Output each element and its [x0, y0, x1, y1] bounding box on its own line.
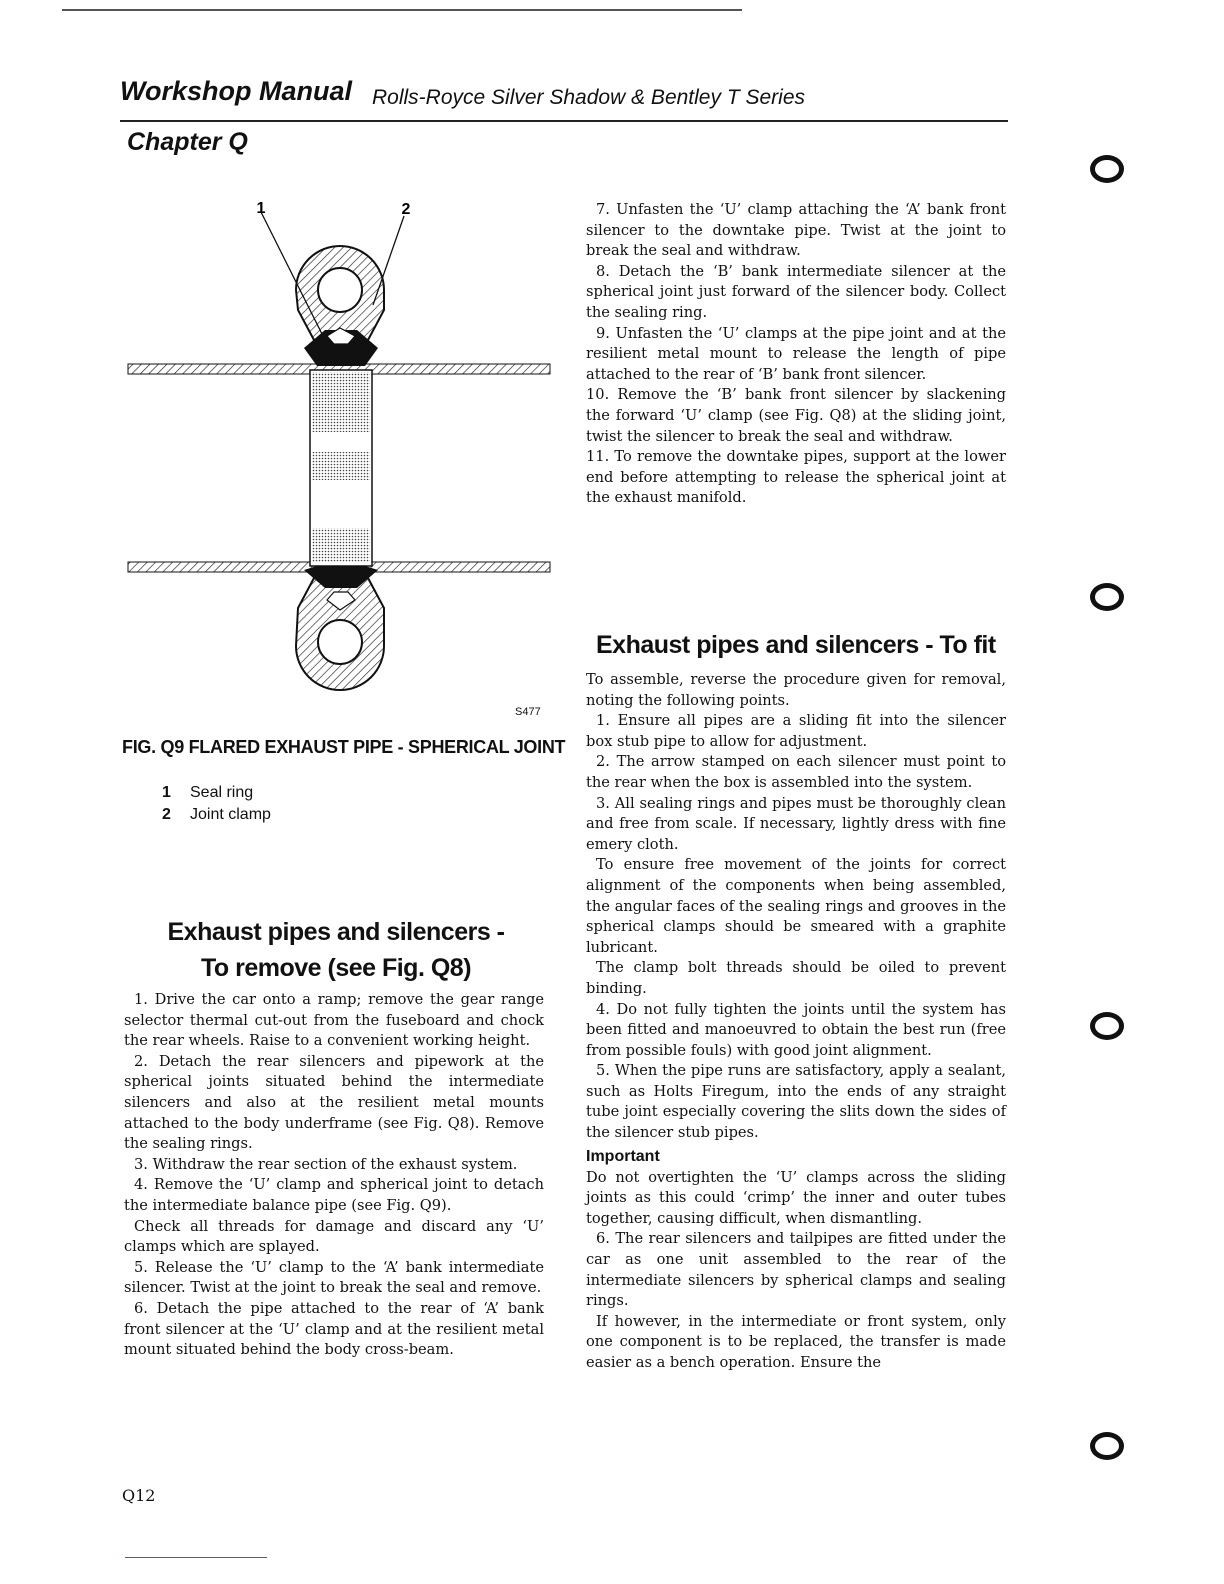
callout-2: 2 [401, 201, 411, 218]
step-paragraph: 10. Remove the ‘B’ bank front silencer by slackening the forward ‘U’ clamp (see Fig. Q8) at the sliding joint, twist the silencer to break the seal and withdraw. [586, 386, 1006, 445]
key-item [162, 804, 271, 826]
step-paragraph: 1. Ensure all pipes are a sliding fit into the silencer box stub pipe to allow for adjustment. [586, 712, 1006, 750]
step-paragraph: 8. Detach the ‘B’ bank intermediate silencer at the spherical joint just forward of the silencer body. Collect the sealing ring. [586, 262, 1006, 321]
step-paragraph: 5. When the pipe runs are satisfactory, apply a sealant, such as Holts Firegum, into the ends of any straight tube joint especially covering the slits down the sides of the silencer stub pipes. [586, 1062, 1006, 1142]
bottom-rule [125, 1557, 267, 1558]
fit-steps [586, 670, 1006, 1374]
step-paragraph: 4. Remove the ‘U’ clamp and spherical joint to detach the intermediate balance pipe (see Fig. Q9). [124, 1176, 544, 1214]
step-paragraph: 6. The rear silencers and tailpipes are fitted under the car as one unit assembled to the rear of the intermediate silencers by spherical clamps and sealing rings. [586, 1230, 1006, 1310]
figure-caption: FIG. Q9 FLARED EXHAUST PIPE - SPHERICAL JOINT [122, 737, 566, 757]
binder-hole-icon [1090, 1432, 1124, 1460]
spherical-joint-diagram [120, 190, 560, 720]
step-paragraph: Check all threads for damage and discard any ‘U’ clamps which are splayed. [124, 1217, 544, 1256]
heading-line: Exhaust pipes and silencers - [167, 918, 505, 946]
remove-steps-right [586, 200, 1006, 509]
step-paragraph: To assemble, reverse the procedure given for removal, noting the following points. [586, 671, 1006, 709]
key-label: Seal ring [190, 784, 254, 801]
step-paragraph: To ensure free movement of the joints for correct alignment of the components when being assembled, the angular faces of the sealing rings and grooves in the spherical clamps should be smeared with a graphite lubricant. [586, 856, 1006, 956]
step-paragraph: 1. Drive the car onto a ramp; remove the gear range selector thermal cut-out from the fuseboard and chock the rear wheels. Raise to a convenient working height. [124, 991, 544, 1050]
top-rule [62, 9, 742, 11]
step-paragraph: The clamp bolt threads should be oiled to prevent binding. [586, 959, 1006, 997]
chapter-title: Chapter Q [127, 128, 248, 156]
step-paragraph: 5. Release the ‘U’ clamp to the ‘A’ bank intermediate silencer. Twist at the joint to break the seal and remove. [124, 1258, 544, 1297]
important-label: Important [586, 1147, 660, 1165]
manual-title: Workshop Manual [120, 76, 353, 106]
callout-1: 1 [256, 200, 266, 217]
key-number: 2 [162, 806, 171, 823]
step-paragraph: 7. Unfasten the ‘U’ clamp attaching the ‘A’ bank front silencer to the downtake pipe. Twist at the joint to break the seal and withdraw. [586, 201, 1006, 260]
page-number: Q12 [122, 1486, 156, 1505]
heading-line: To remove (see Fig. Q8) [200, 954, 472, 982]
step-paragraph: 3. All sealing rings and pipes must be thoroughly clean and free from scale. If necessary, lightly dress with fine emery cloth. [586, 794, 1006, 853]
manual-subtitle: Rolls-Royce Silver Shadow & Bentley T Series [372, 86, 806, 109]
figure-code: S477 [515, 706, 541, 718]
step-paragraph: 2. Detach the rear silencers and pipework at the spherical joints situated behind the intermediate silencers and also at the resilient metal mounts attached to the body underframe (see Fig. Q8). Remove the sealing rings. [124, 1052, 544, 1153]
key-item [162, 782, 271, 804]
step-paragraph: 6. Detach the pipe attached to the rear of ‘A’ bank front silencer at the ‘U’ clamp and at the resilient metal mount situated behind the body cross-beam. [124, 1299, 544, 1359]
step-paragraph: 11. To remove the downtake pipes, support at the lower end before attempting to release the spherical joint at the exhaust manifold. [586, 448, 1006, 507]
key-label: Joint clamp [190, 806, 271, 823]
binder-hole-icon [1090, 1012, 1124, 1040]
header-rule [120, 120, 1008, 122]
remove-steps-left [124, 990, 544, 1361]
step-paragraph: If however, in the intermediate or front system, only one component is to be replaced, the transfer is made easier as a bench operation. Ensure the [586, 1312, 1006, 1371]
step-paragraph: 9. Unfasten the ‘U’ clamps at the pipe joint and at the resilient metal mount to release the length of pipe attached to the rear of ‘B’ bank front silencer. [586, 324, 1006, 383]
fit-section-heading: Exhaust pipes and silencers - To fit [596, 631, 996, 659]
key-number: 1 [162, 784, 171, 801]
step-paragraph: 3. Withdraw the rear section of the exhaust system. [134, 1155, 518, 1173]
remove-section-heading [122, 914, 550, 986]
figure-key [162, 782, 271, 826]
binder-hole-icon [1090, 583, 1124, 611]
step-paragraph: Do not overtighten the ‘U’ clamps across the sliding joints as this could ‘crimp’ the inner and outer tubes together, causing difficult, when dismantling. [586, 1168, 1006, 1227]
step-paragraph: 2. The arrow stamped on each silencer must point to the rear when the box is assembled into the system. [586, 753, 1006, 791]
step-paragraph: 4. Do not fully tighten the joints until the system has been fitted and manoeuvred to obtain the best run (free from possible fouls) with good joint alignment. [586, 1000, 1006, 1059]
binder-hole-icon [1090, 155, 1124, 183]
